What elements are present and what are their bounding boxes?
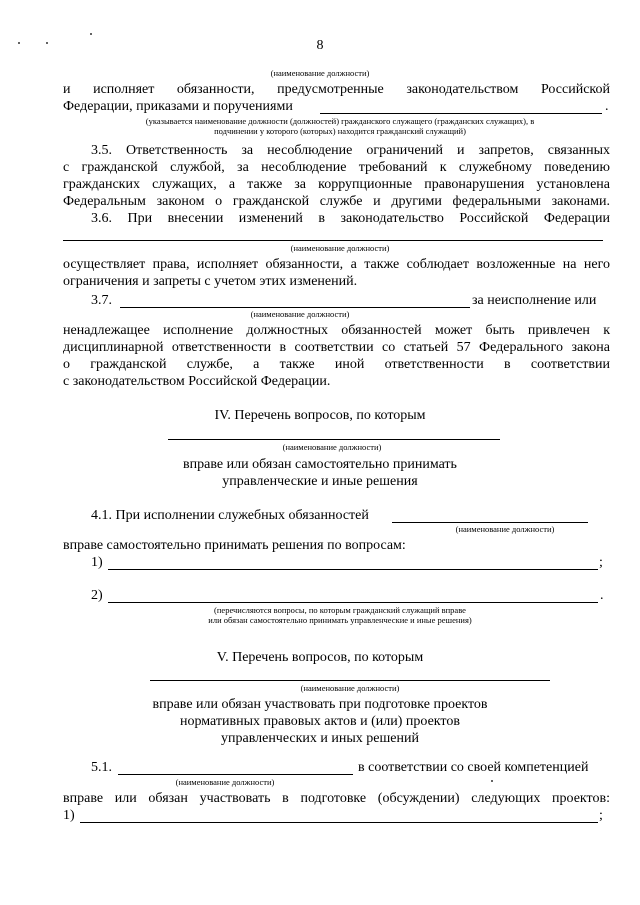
position-label: (наименование должности) [270, 68, 370, 78]
scan-speck [491, 780, 493, 782]
list-item-number: 1) [63, 808, 75, 823]
question-blank-line [108, 569, 598, 570]
position-blank-line [120, 307, 470, 308]
text-line: ; [599, 555, 603, 570]
scan-speck [18, 42, 20, 44]
text-line: вправе самостоятельно принимать решения по вопросам: [63, 538, 406, 553]
position-blank-line [63, 240, 603, 241]
paragraph-3-5: 3.5. Ответственность за несоблюдение ограничений и запретов, связанных [91, 143, 610, 158]
text-line: осуществляет права, исполняет обязанности, а также соблюдает возложенные на него [63, 257, 610, 272]
section-5-subtitle: вправе или обязан участвовать при подготовке проектов [152, 697, 488, 712]
position-blank-line [118, 774, 353, 775]
section-4-subtitle: управленческие и иные решения [222, 474, 418, 489]
paragraph-4-1: 4.1. При исполнении служебных обязанностей [91, 508, 369, 523]
paragraph-5-1: 5.1. [91, 760, 112, 775]
text-line: с законодательством Российской Федерации. [63, 374, 331, 389]
text-line: с гражданской службой, за несоблюдение требований к служебному поведению [63, 160, 610, 175]
questions-note: (перечисляются вопросы, по которым гражданский служащий вправе [214, 605, 466, 615]
position-label: (наименование должности) [290, 243, 390, 253]
section-5-subtitle: управленческих и иных решений [220, 731, 419, 746]
text-line: в соответствии со своей компетенцией [358, 760, 589, 775]
position-label: (наименование должности) [300, 683, 400, 693]
text-line: вправе или обязан участвовать в подготовке (обсуждении) следующих проектов: [63, 791, 610, 806]
list-item-number: 2) [91, 588, 103, 603]
text-line: ; [599, 808, 603, 823]
text-line: ограничения и запреты с учетом этих изменений. [63, 274, 358, 289]
paragraph-3-7: 3.7. [91, 293, 112, 308]
position-note: подчинении у которого (которых) находится гражданский служащий) [214, 126, 466, 136]
questions-note: или обязан самостоятельно принимать управленческие и иные решения) [208, 615, 472, 625]
list-item-number: 1) [91, 555, 103, 570]
position-blank-line [168, 439, 500, 440]
page-number: 8 [316, 38, 324, 53]
position-label: (наименование должности) [282, 442, 382, 452]
scan-speck [46, 42, 48, 44]
position-blank-line [392, 522, 588, 523]
text-line: ненадлежащее исполнение должностных обязанностей может быть привлечен к [63, 323, 610, 338]
text-line: за неисполнение или [472, 293, 597, 308]
position-blank-line [320, 113, 602, 114]
question-blank-line [108, 602, 598, 603]
text-line: о гражданской службе, а также иной ответственности в соответствии [63, 357, 610, 372]
text-line: дисциплинарной ответственности в соответствии со статьей 57 Федерального закона [63, 340, 610, 355]
position-label: (наименование должности) [455, 524, 555, 534]
text-line: Федерации, приказами и поручениями [63, 99, 293, 114]
position-label: (наименование должности) [250, 309, 350, 319]
section-5-title: V. Перечень вопросов, по которым [216, 650, 424, 665]
text-line: . [605, 99, 609, 114]
text-line: и исполняет обязанности, предусмотренные законодательством Российской [63, 82, 610, 97]
scan-speck [90, 33, 92, 35]
position-blank-line [150, 680, 550, 681]
paragraph-3-6: 3.6. При внесении изменений в законодательство Российской Федерации [91, 211, 610, 226]
text-line: гражданских служащих, а также за коррупционные правонарушения установлена [63, 177, 610, 192]
project-blank-line [80, 822, 598, 823]
text-line: . [600, 588, 604, 603]
section-4-subtitle: вправе или обязан самостоятельно принимать [183, 457, 457, 472]
position-label: (наименование должности) [175, 777, 275, 787]
section-4-title: IV. Перечень вопросов, по которым [214, 408, 426, 423]
position-note: (указывается наименование должности (должностей) гражданского служащего (гражданских служащих), в [145, 116, 535, 126]
text-line: Федеральным законом о гражданской службе и другими федеральными законами. [63, 194, 610, 209]
section-5-subtitle: нормативных правовых актов и (или) проектов [180, 714, 460, 729]
